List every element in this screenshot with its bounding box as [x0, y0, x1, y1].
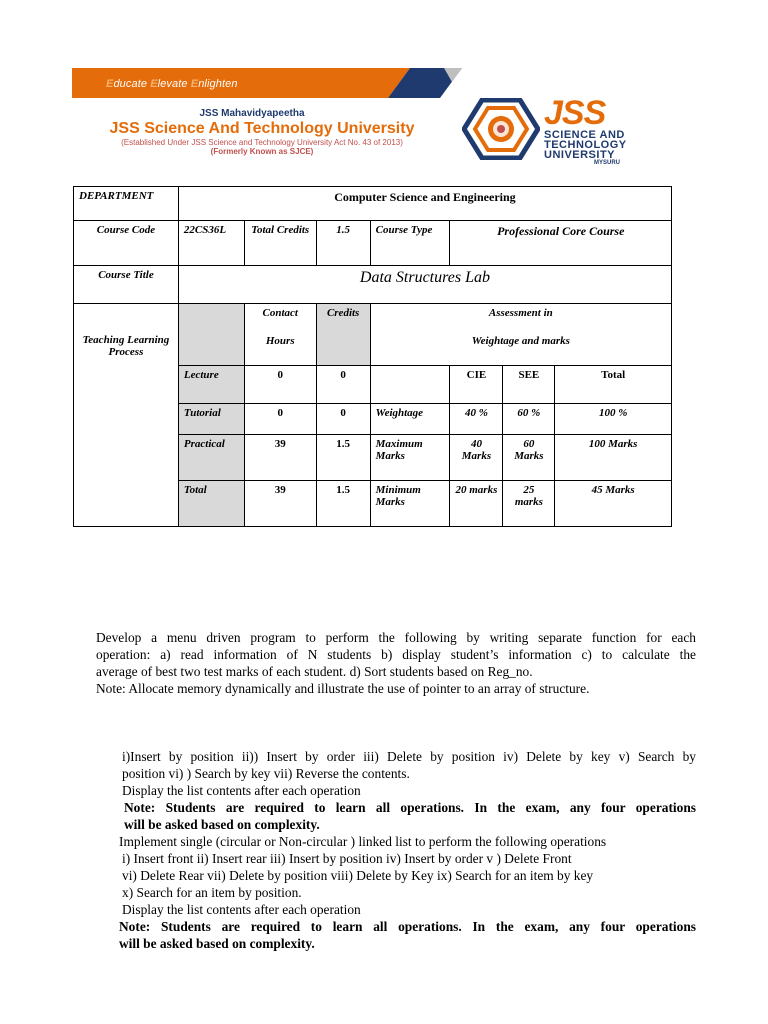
jss-hexagon-emblem-icon [462, 98, 540, 160]
logo-mark: JSS [544, 94, 606, 132]
note-line: Note: Students are required to learn all operations. In the exam, any four operations [119, 919, 696, 934]
row-credits: 0 [316, 366, 370, 404]
course-type-value: Professional Core Course [450, 221, 672, 266]
row-see: 60 Marks [503, 435, 555, 481]
row-total: 100 Marks [555, 435, 672, 481]
logo-city: MYSURU [594, 160, 621, 166]
row-type: Practical [178, 435, 244, 481]
row-hours: 39 [244, 481, 316, 527]
row-type: Lecture [178, 366, 244, 404]
course-title-value: Data Structures Lab [178, 266, 671, 304]
row-total: Total [555, 366, 672, 404]
university-header [72, 108, 452, 156]
text-line: Display the list contents after each operation [122, 783, 361, 798]
note-line: Note: Students are required to learn all operations. In the exam, any four operations [124, 800, 696, 815]
row-hours: 39 [244, 435, 316, 481]
formerly-note: (Formerly Known as SJCE) [210, 147, 314, 156]
assessment-header [370, 304, 671, 366]
text-line: i) Insert front ii) Insert rear iii) Insert by position iv) Insert by order v ) Delete Front [122, 851, 572, 866]
text-line: x) Search for an item by position. [122, 885, 302, 900]
tagline: Educate Elevate Enlighten [106, 78, 238, 90]
course-code-value: 22CS36L [178, 221, 244, 266]
assessment-label: Assessment in [488, 307, 553, 319]
row-cie: 40 Marks [450, 435, 503, 481]
text-line: Note: Allocate memory dynamically and illustrate the use of pointer to an array of structure. [96, 681, 590, 696]
operations-list [119, 748, 696, 952]
tlp-blank [178, 304, 244, 366]
total-credits-label: Total Credits [244, 221, 316, 266]
row-credits: 1.5 [316, 481, 370, 527]
university-sub: JSS Mahavidyapeetha [199, 108, 305, 119]
weightage-marks-label: Weightage and marks [471, 335, 570, 347]
course-type-label: Course Type [370, 221, 450, 266]
hours-label: Hours [265, 335, 295, 347]
logo-line-1: SCIENCE AND [544, 129, 625, 141]
row-hours: 0 [244, 366, 316, 404]
row-see: 60 % [503, 404, 555, 435]
credits-header: Credits [316, 304, 370, 366]
row-total: 45 Marks [555, 481, 672, 527]
row-type: Tutorial [178, 404, 244, 435]
row-type: Total [178, 481, 244, 527]
text-line: operation: a) read information of N students b) display student’s information c) to calculate the [96, 647, 696, 662]
row-assessment [370, 366, 450, 404]
row-see: 25 marks [503, 481, 555, 527]
logo-line-3: UNIVERSITY [544, 149, 616, 161]
department-value: Computer Science and Engineering [178, 187, 671, 221]
text-line: Display the list contents after each operation [122, 902, 361, 917]
note-line: will be asked based on complexity. [119, 936, 315, 951]
row-credits: 0 [316, 404, 370, 435]
row-cie: CIE [450, 366, 503, 404]
row-cie: 40 % [450, 404, 503, 435]
row-assessment: Minimum Marks [370, 481, 450, 527]
contact-hours-header [244, 304, 316, 366]
row-assessment: Maximum Marks [370, 435, 450, 481]
text-line: Develop a menu driven program to perform the following by writing separate function for each [96, 630, 696, 645]
text-line: i)Insert by position ii)) Insert by order iii) Delete by position iv) Delete by key v) Search by [122, 749, 696, 764]
program-description [96, 629, 696, 697]
row-see: SEE [503, 366, 555, 404]
contact-label: Contact [262, 307, 298, 319]
row-credits: 1.5 [316, 435, 370, 481]
total-credits-value: 1.5 [316, 221, 370, 266]
logo-line-2: TECHNOLOGY [544, 139, 627, 151]
text-line: vi) Delete Rear vii) Delete by position viii) Delete by Key ix) Search for an item by key [122, 868, 594, 883]
department-label: DEPARTMENT [74, 187, 179, 221]
tlp-label: Teaching Learning Process [74, 304, 179, 527]
text-line: average of best two test marks of each student. d) Sort students based on Reg_no. [96, 664, 533, 679]
note-line: will be asked based on complexity. [124, 817, 320, 832]
row-total: 100 % [555, 404, 672, 435]
text-line: position vi) ) Search by key vii) Reverse the contents. [122, 766, 410, 781]
row-cie: 20 marks [450, 481, 503, 527]
course-code-label: Course Code [74, 221, 179, 266]
row-assessment: Weightage [370, 404, 450, 435]
course-title-label: Course Title [74, 266, 179, 304]
text-line: Implement single (circular or Non-circular ) linked list to perform the following operations [119, 834, 607, 849]
course-table [73, 186, 672, 527]
row-hours: 0 [244, 404, 316, 435]
established-note: (Established Under JSS Science and Technology University Act No. 43 of 2013) [121, 138, 403, 147]
university-name: JSS Science And Technology University [109, 120, 415, 137]
